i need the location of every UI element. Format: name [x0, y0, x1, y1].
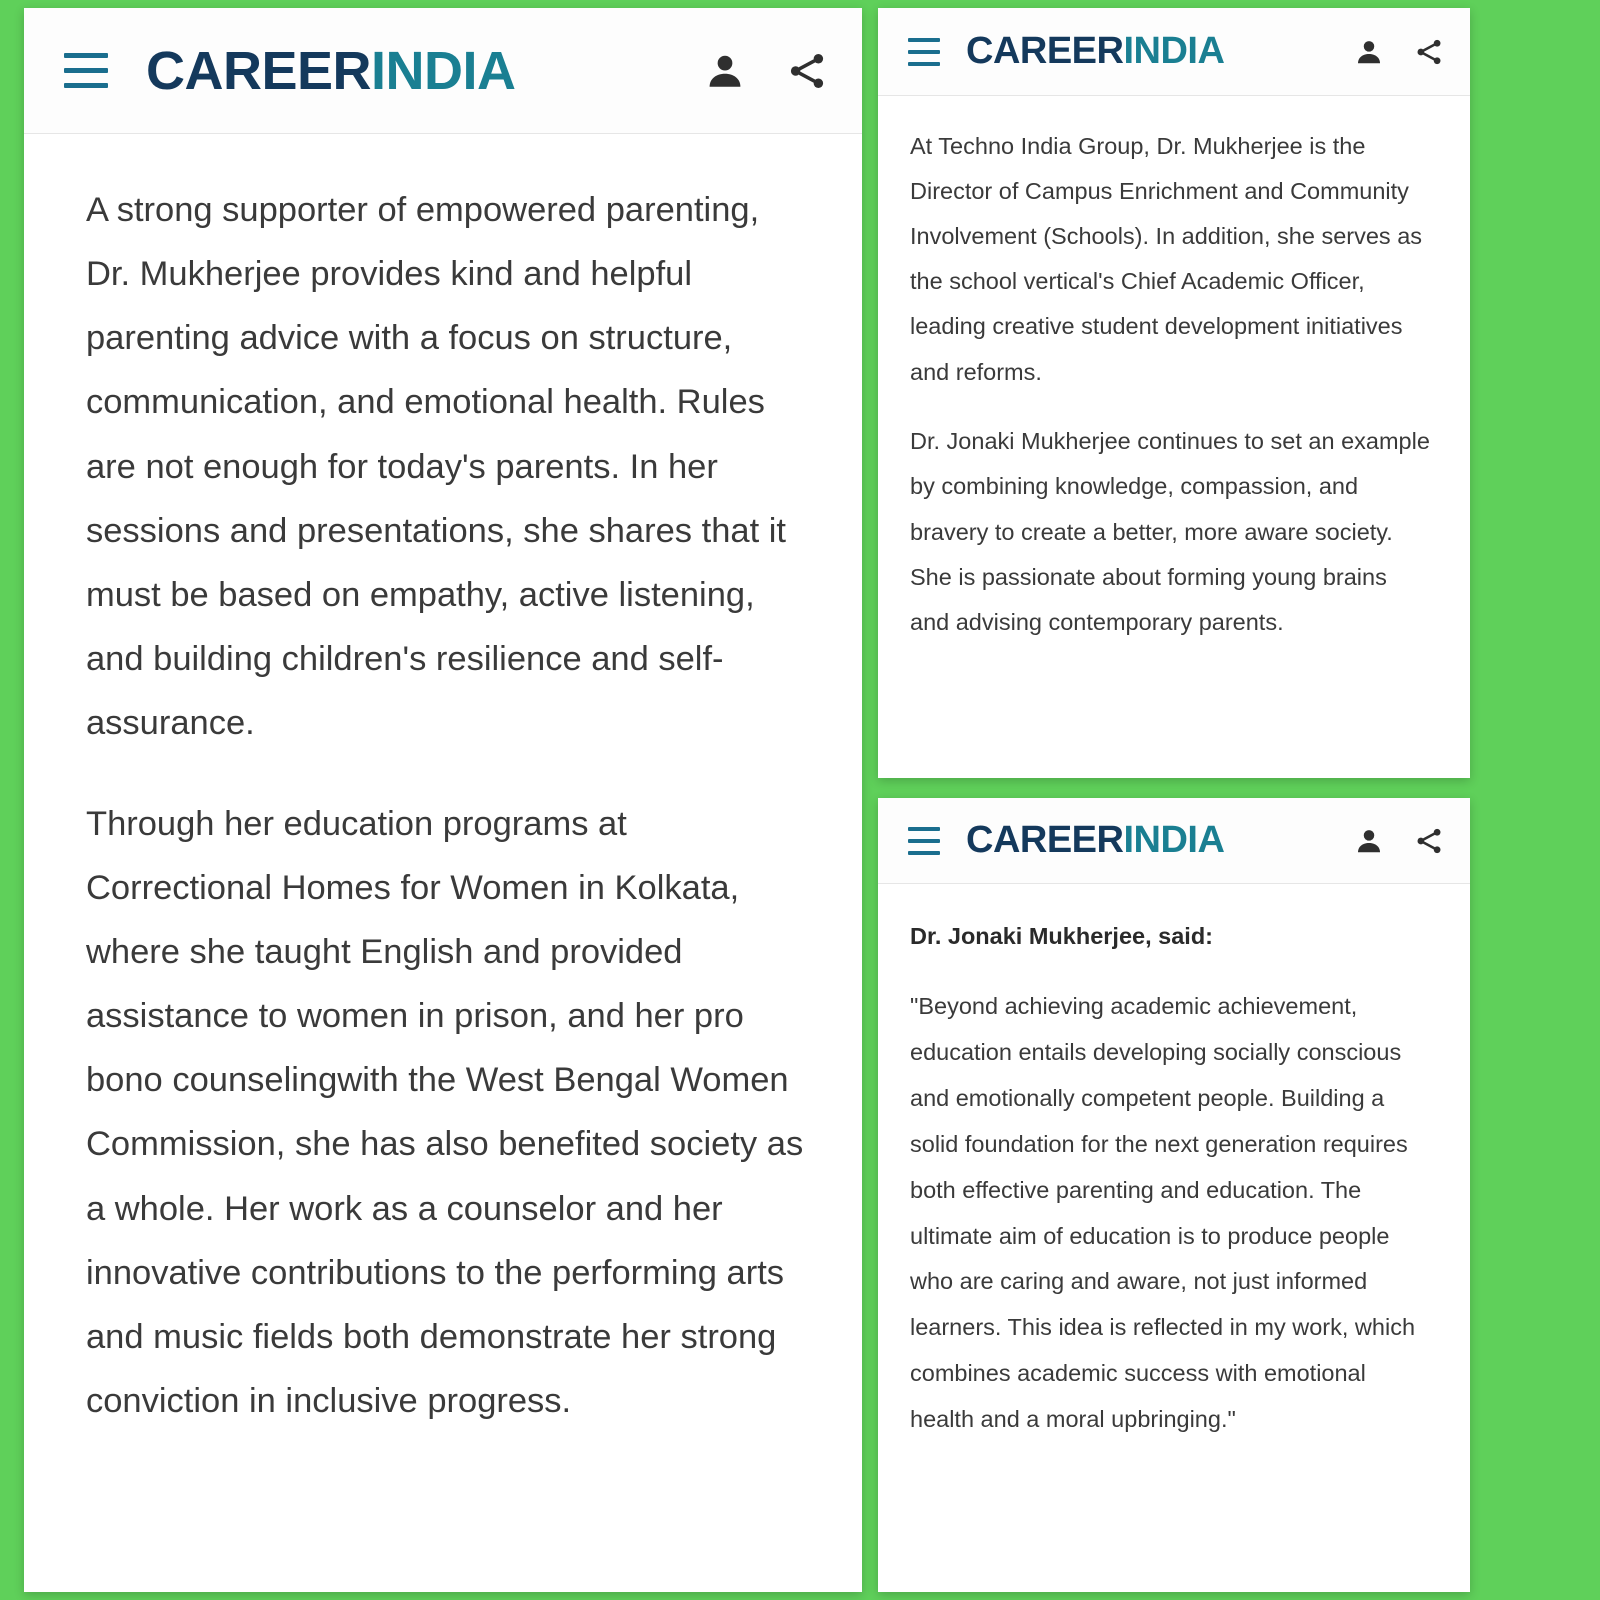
logo-text-career: CAREER	[146, 40, 372, 101]
hamburger-menu-icon[interactable]	[64, 48, 108, 93]
careerindia-article-panel-left	[24, 8, 862, 1592]
logo-text-career: CAREER	[966, 30, 1124, 72]
article-paragraph: Through her education programs at Correctional Homes for Women in Kolkata, where she taught English and provided assistance to women in prison, and her pro bono counselingwith the West Bengal Women Commission, she has also benefited society as a whole. Her work as a counselor and her innovative contributions to the performing arts and music fields both demonstrate her strong conviction in inclusive progress.	[86, 804, 804, 1421]
hamburger-menu-icon[interactable]	[908, 823, 940, 859]
quote-attribution-heading: Dr. Jonaki Mukherjee, said:	[910, 923, 1213, 949]
careerindia-logo[interactable]	[966, 30, 1224, 73]
share-icon[interactable]	[1414, 826, 1444, 856]
app-header-bar	[878, 8, 1470, 96]
article-paragraph: A strong supporter of empowered parenting, Dr. Mukherjee provides kind and helpful parenting advice with a focus on structure, communication, and emotional health. Rules are not enough for today's parents. In her sessions and presentations, she shares that it must be based on empathy, active listening, and building children's resilience and self-assurance.	[86, 191, 786, 743]
article-paragraph: "Beyond achieving academic achievement, education entails developing socially conscious and emotionally competent people. Building a solid foundation for the next generation requires both effective parenting and education. The ultimate aim of education is to produce people who are caring and aware, not just informed learners. This idea is reflected in my work, which combines academic success with emotional health and a moral upbringing."	[910, 993, 1416, 1432]
logo-text-india: INDIA	[1123, 819, 1225, 861]
article-paragraph: Dr. Jonaki Mukherjee continues to set an example by combining knowledge, compassion, and bravery to create a better, more aware society. She is passionate about forming young brains and advising contemporary parents.	[910, 428, 1430, 635]
logo-text-india: INDIA	[1123, 30, 1225, 72]
share-icon[interactable]	[1414, 37, 1444, 67]
person-icon[interactable]	[1354, 826, 1384, 856]
logo-text-career: CAREER	[966, 819, 1124, 861]
article-body	[878, 884, 1470, 1443]
person-icon[interactable]	[1354, 37, 1384, 67]
careerindia-logo[interactable]	[146, 40, 516, 102]
share-icon[interactable]	[786, 50, 828, 92]
app-header-bar	[24, 8, 862, 134]
hamburger-menu-icon[interactable]	[908, 34, 940, 70]
article-body	[24, 134, 862, 1433]
careerindia-article-panel-top-right	[878, 8, 1470, 778]
person-icon[interactable]	[704, 50, 746, 92]
app-header-bar	[878, 798, 1470, 884]
careerindia-article-panel-bottom-right	[878, 798, 1470, 1592]
article-body	[878, 96, 1470, 645]
article-paragraph: At Techno India Group, Dr. Mukherjee is the Director of Campus Enrichment and Community Involvement (Schools). In addition, she serves as the school vertical's Chief Academic Officer, leading creative student development initiatives and reforms.	[910, 133, 1423, 385]
logo-text-india: INDIA	[371, 40, 516, 101]
careerindia-logo[interactable]	[966, 819, 1224, 862]
